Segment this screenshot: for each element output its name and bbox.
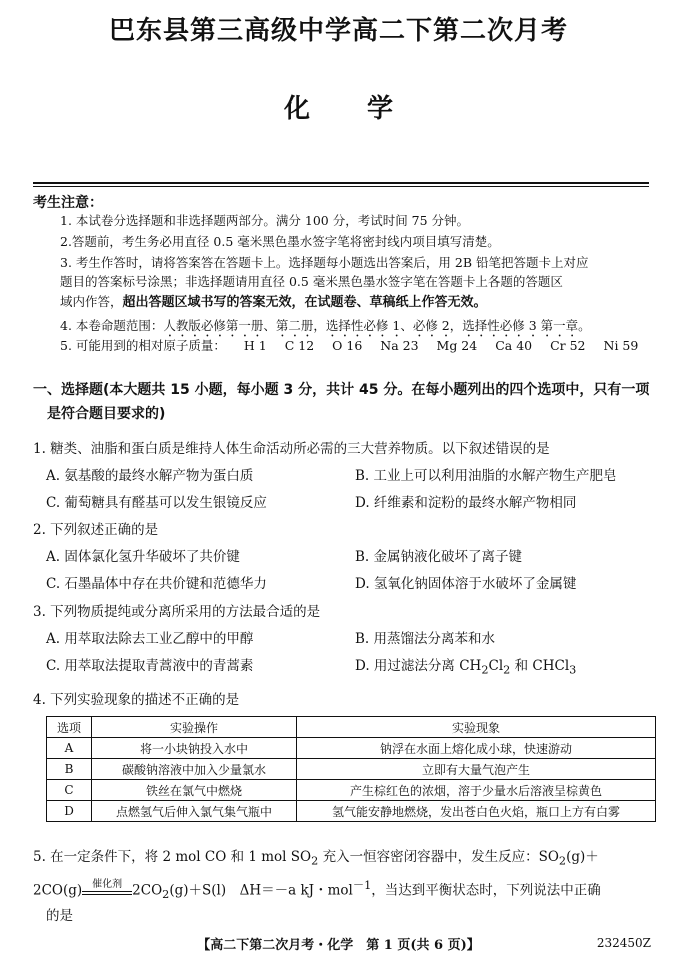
atomic-masses <box>60 337 660 355</box>
table-row <box>47 759 656 780</box>
subject-char: 化 <box>283 94 310 124</box>
table-cell: 铁丝在氯气中燃烧 <box>92 780 297 801</box>
q3-d-text: 和 CHCl <box>510 658 570 674</box>
section-line: 一、选择题(本大题共 15 小题，每小题 3 分，共计 45 分。在每小题列出的四个选项中，只有一项 <box>33 382 650 398</box>
table-cell: 立即有大量气泡产生 <box>297 759 656 780</box>
subject-title <box>0 88 677 125</box>
q3-option-c: C. 用萃取法提取青蒿液中的青蒿素 <box>46 658 254 674</box>
table-cell: 氢气能安静地燃烧，发出苍白色火焰，瓶口上方有白雾 <box>297 801 656 822</box>
notice-item: 题目的答案标号涂黑；非选择题请用直径 0.5 毫米黑色墨水签字笔在答题卡上各题的答题区 <box>60 274 563 289</box>
table-cell: 产生棕红色的浓烟，溶于少量水后溶液呈棕黄色 <box>297 780 656 801</box>
subscript: 2 <box>162 888 170 902</box>
element-mass: C 12 <box>284 338 315 353</box>
section-line: 是符合题目要求的) <box>47 406 166 422</box>
table-row <box>47 780 656 801</box>
q5-text: (g)＋ <box>566 849 599 865</box>
notice-scope: 人教版必修第一册、第二册，选择性必修 1、必修 2，选择性必修 3 第一章。 <box>163 318 591 333</box>
q2-option-a: A. 固体氯化氢升华破坏了共价键 <box>46 549 240 565</box>
table-cell: C <box>47 780 92 801</box>
notice-item: 2.答题前，考生务必用直径 0.5 毫米黑色墨水签字笔将密封线内项目填写清楚。 <box>60 234 500 249</box>
section-heading <box>33 378 653 426</box>
subscript: 2 <box>503 663 511 677</box>
q5-text: (g)＋S(l) ΔH＝－a kJ・mol <box>169 882 353 899</box>
question-4-stem: 4. 下列实验现象的描述不正确的是 <box>33 692 240 708</box>
q5-text: 2CO <box>132 882 163 899</box>
question-5-line <box>33 845 599 868</box>
table-header: 选项 <box>47 717 92 738</box>
q5-text: 5. 在一定条件下，将 2 mol CO 和 1 mol SO <box>33 849 312 865</box>
divider-thick <box>33 182 649 184</box>
element-mass: Mg 24 <box>436 338 478 353</box>
catalyst-label: 催化剂 <box>92 878 123 890</box>
table-row <box>47 801 656 822</box>
notice-item: 1. 本试卷分选择题和非选择题两部分。满分 100 分，考试时间 75 分钟。 <box>60 213 470 228</box>
q5-text: 充入一恒容密闭容器中，发生反应：SO <box>318 849 559 865</box>
divider-thin <box>33 186 649 187</box>
q1-option-c: C. 葡萄糖具有醛基可以发生银镜反应 <box>46 495 267 511</box>
exam-title: 巴东县第三高级中学高二下第二次月考 <box>108 16 568 46</box>
table-cell: A <box>47 738 92 759</box>
question-5-line: 的是 <box>46 908 73 924</box>
table-cell: 点燃氢气后伸入氯气集气瓶中 <box>92 801 297 822</box>
element-mass: H 1 <box>243 338 267 353</box>
element-mass: Ni 59 <box>603 338 639 353</box>
q1-option-a: A. 氨基酸的最终水解产物为蛋白质 <box>46 468 254 484</box>
notice-item-emphasis <box>60 293 660 312</box>
q3-d-text: Cl <box>488 658 504 674</box>
q1-option-d: D. 纤维素和淀粉的最终水解产物相同 <box>355 495 577 511</box>
table-cell: 钠浮在水面上熔化成小球，快速游动 <box>297 738 656 759</box>
double-arrow-icon <box>82 891 132 895</box>
table-header: 实验操作 <box>92 717 297 738</box>
question-2-stem: 2. 下列叙述正确的是 <box>33 522 159 538</box>
q5-text: 2CO(g) <box>33 882 83 899</box>
q3-d-text: D. 用过滤法分离 CH <box>355 658 482 674</box>
subscript: 2 <box>558 854 567 868</box>
notice-text: 域内作答， <box>60 294 123 309</box>
table-cell: D <box>47 801 92 822</box>
q2-option-c: C. 石墨晶体中存在共价键和范德华力 <box>46 576 267 592</box>
q2-option-d: D. 氢氧化钠固体溶于水破坏了金属键 <box>355 576 577 592</box>
q1-option-b: B. 工业上可以利用油脂的水解产物生产肥皂 <box>355 468 617 484</box>
table-row <box>47 738 656 759</box>
table-cell: B <box>47 759 92 780</box>
element-mass: Ca 40 <box>495 338 533 353</box>
question-5-line <box>33 877 601 901</box>
q3-option-d <box>355 654 576 677</box>
notice-emphasis: 超出答题区域书写的答案无效，在试题卷、草稿纸上作答无效。 <box>122 295 487 310</box>
experiment-table <box>46 716 656 822</box>
q2-option-b: B. 金属钠液化破坏了离子键 <box>355 549 523 565</box>
equilibrium-arrow <box>82 878 132 895</box>
table-header: 实验现象 <box>297 717 656 738</box>
q3-option-a: A. 用萃取法除去工业乙醇中的甲醇 <box>46 631 254 647</box>
element-mass: Cr 52 <box>550 338 586 353</box>
notice-text: 5. 可能用到的相对原子质量： <box>60 338 226 353</box>
exam-code: 232450Z <box>596 936 651 950</box>
table-cell: 碳酸钠溶液中加入少量氯水 <box>92 759 297 780</box>
subscript: 2 <box>481 663 489 677</box>
question-3-stem: 3. 下列物质提纯或分离所采用的方法最合适的是 <box>33 604 321 620</box>
subject-char: 学 <box>367 94 394 124</box>
question-1-stem: 1. 糖类、油脂和蛋白质是维持人体生命活动所必需的三大营养物质。以下叙述错误的是 <box>33 441 550 457</box>
element-mass: Na 23 <box>380 338 419 353</box>
notice-heading: 考生注意： <box>33 195 103 211</box>
page-footer: 【高二下第二次月考・化学 第 1 页(共 6 页)】 <box>197 938 480 953</box>
element-mass: O 16 <box>332 338 363 353</box>
q3-option-b: B. 用蒸馏法分离苯和水 <box>355 631 496 647</box>
subscript: 2 <box>311 854 319 868</box>
table-cell: 将一小块钠投入水中 <box>92 738 297 759</box>
notice-text: 4. 本卷命题范围： <box>60 318 164 333</box>
superscript: －1 <box>352 879 372 892</box>
subscript: 3 <box>569 663 577 677</box>
q5-text: ，当达到平衡状态时，下列说法中正确 <box>371 882 601 899</box>
notice-item: 3. 考生作答时，请将答案答在答题卡上。选择题每小题选出答案后，用 2B 铅笔把答题卡上对应 <box>60 255 589 270</box>
table-header-row <box>47 717 656 738</box>
